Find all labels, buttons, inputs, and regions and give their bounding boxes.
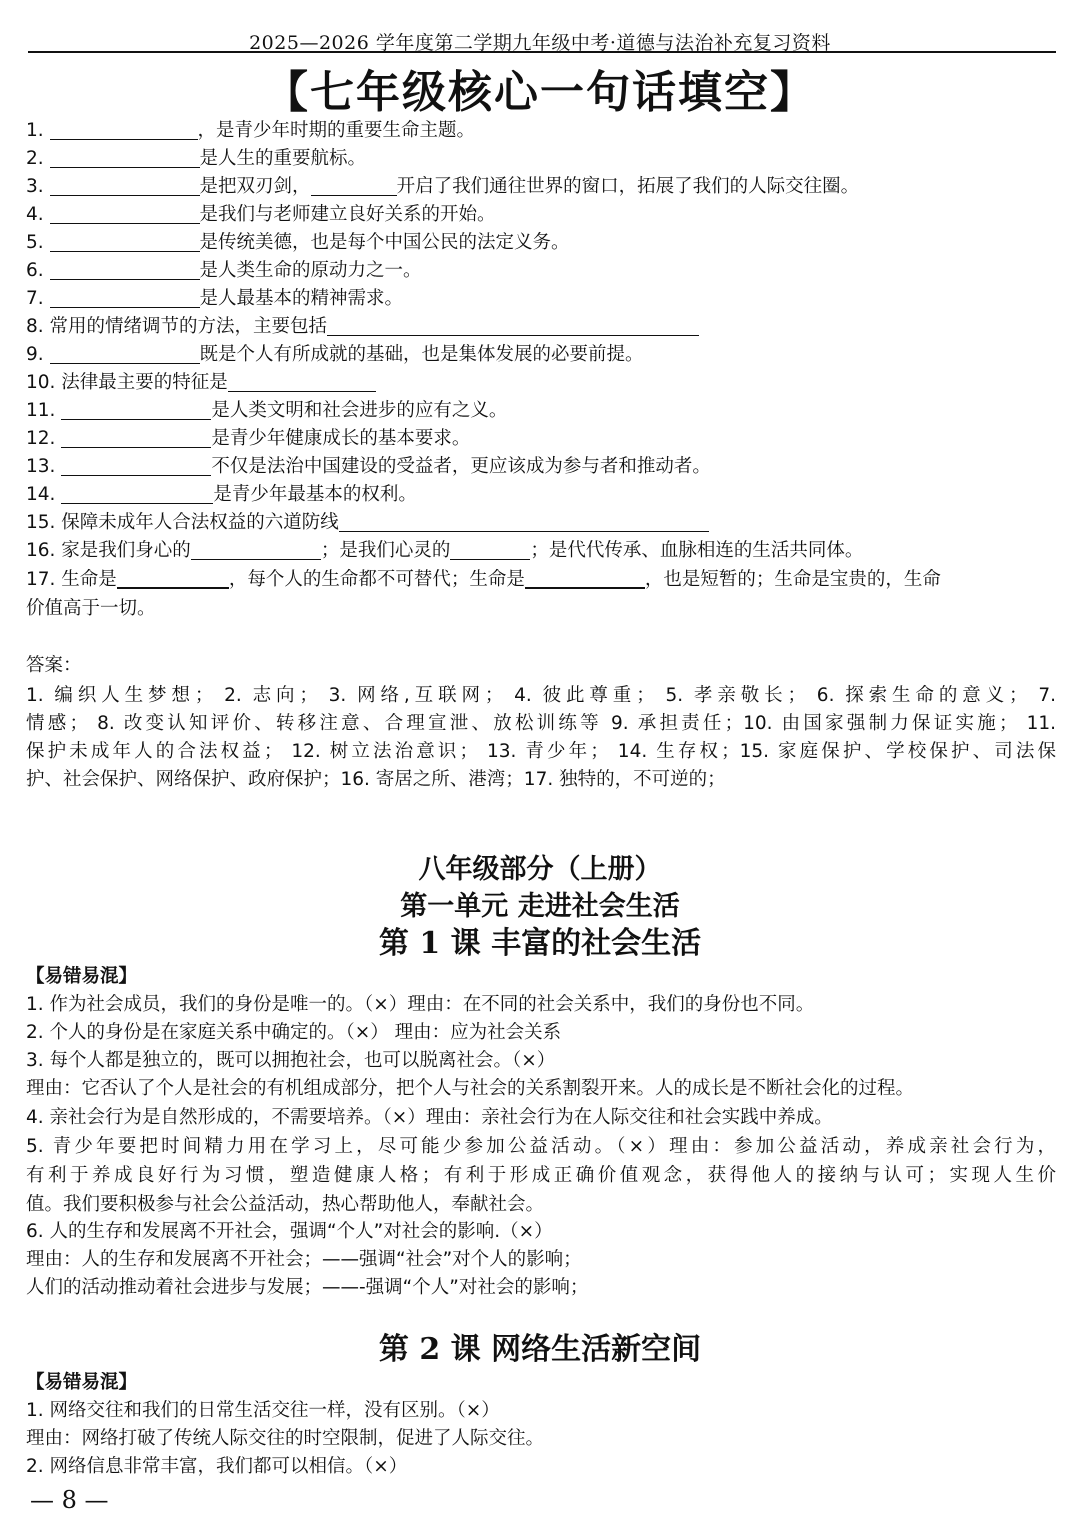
question-text: ，是青少年时期的重要生命主题。 bbox=[197, 120, 476, 141]
list-item: 1. 网络交往和我们的日常生活交往一样，没有区别。（×） bbox=[26, 1400, 500, 1421]
question-text: 是青少年健康成长的基本要求。 bbox=[211, 428, 471, 449]
lesson-2-title: 第 2 课 网络生活新空间 bbox=[378, 1332, 702, 1367]
question-10 bbox=[26, 369, 1056, 397]
question-2 bbox=[26, 145, 1056, 173]
question-4 bbox=[26, 201, 1056, 229]
answers-line: 1. 编织人生梦想； 2. 志向； 3. 网络,互联网； 4. 彼此尊重； 5. 孝亲敬长； 6. 探索生命的意义； 7. bbox=[26, 685, 1056, 706]
list-item: 理由：网络打破了传统人际交往的时空限制，促进了人际交往。 bbox=[26, 1428, 545, 1449]
list-item: 理由：人的生存和发展离不开社会；——强调“社会”对个人的影响； bbox=[26, 1249, 582, 1270]
question-number: 9. bbox=[26, 344, 44, 365]
answer-blank bbox=[117, 567, 229, 589]
unit-title: 第一单元 走进社会生活 bbox=[400, 891, 680, 922]
question-16 bbox=[26, 537, 1056, 565]
question-text: ，也是短暂的；生命是宝贵的，生命 bbox=[644, 569, 941, 590]
question-5 bbox=[26, 229, 1056, 257]
question-7 bbox=[26, 285, 1056, 313]
list-item: 2. 网络信息非常丰富，我们都可以相信。（×） bbox=[26, 1456, 408, 1477]
question-text: ；是我们心灵的 bbox=[320, 540, 451, 561]
answer-blank bbox=[50, 231, 200, 252]
question-number: 12. bbox=[26, 428, 56, 449]
question-text: 是人类生命的原动力之一。 bbox=[199, 260, 422, 281]
answer-blank bbox=[228, 371, 376, 392]
list-item: 2. 个人的身份是在家庭关系中确定的。（×） 理由：应为社会关系 bbox=[26, 1022, 562, 1043]
question-text: 是人最基本的精神需求。 bbox=[199, 288, 404, 309]
list-item: 1. 作为社会成员，我们的身份是唯一的。（×）理由：在不同的社会关系中，我们的身份也不同。 bbox=[26, 994, 815, 1015]
list-item: 值。我们要积极参与社会公益活动，热心帮助他人，奉献社会。 bbox=[26, 1194, 545, 1215]
question-number: 11. bbox=[26, 400, 56, 421]
answer-blank bbox=[50, 203, 200, 224]
question-text: 是我们与老师建立良好关系的开始。 bbox=[199, 204, 496, 225]
question-text: 10. 法律最主要的特征是 bbox=[26, 372, 228, 393]
lesson-1-title: 第 1 课 丰富的社会生活 bbox=[378, 926, 702, 961]
question-text: ；是代代传承、血脉相连的生活共同体。 bbox=[530, 540, 864, 561]
answer-blank bbox=[61, 455, 211, 476]
question-number: 14. bbox=[26, 484, 56, 505]
question-number: 7. bbox=[26, 288, 44, 309]
answers-line: 护、社会保护、网络保护、政府保护；16. 寄居之所、港湾；17. 独特的，不可逆的； bbox=[26, 769, 726, 790]
answers-line: 保护未成年人的合法权益； 12. 树立法治意识； 13. 青少年； 14. 生存权；15. 家庭保护、学校保护、司法保 bbox=[26, 741, 1056, 762]
error-prone-label: 【易错易混】 bbox=[26, 1372, 138, 1393]
question-text: 是人类文明和社会进步的应有之义。 bbox=[211, 400, 508, 421]
question-text: 是人生的重要航标。 bbox=[199, 148, 367, 169]
part-title: 八年级部分（上册） bbox=[418, 854, 662, 885]
question-number: 5. bbox=[26, 232, 44, 253]
question-9 bbox=[26, 341, 1056, 369]
question-text: 是传统美德，也是每个中国公民的法定义务。 bbox=[199, 232, 570, 253]
list-item: 人们的活动推动着社会进步与发展；——-强调“个人”对社会的影响； bbox=[26, 1277, 589, 1298]
main-title: 【七年级核心一句话填空】 bbox=[264, 67, 816, 118]
question-number: 3. bbox=[26, 176, 44, 197]
answer-blank bbox=[327, 315, 699, 336]
answer-blank bbox=[191, 539, 321, 560]
list-item: 5. 青少年要把时间精力用在学习上，尽可能少参加公益活动。（×）理由：参加公益活动，养成亲社会行为， bbox=[26, 1136, 1056, 1157]
answer-blank bbox=[61, 399, 211, 420]
question-number: 2. bbox=[26, 148, 44, 169]
question-11 bbox=[26, 397, 1056, 425]
question-text: 既是个人有所成就的基础，也是集体发展的必要前提。 bbox=[199, 344, 644, 365]
answer-blank bbox=[450, 539, 530, 560]
question-text: 15. 保障未成年人合法权益的六道防线 bbox=[26, 512, 339, 533]
list-item: 理由：它否认了个人是社会的有机组成部分，把个人与社会的关系割裂开来。人的成长是不断社会化的过程。 bbox=[26, 1078, 915, 1099]
question-number: 4. bbox=[26, 204, 44, 225]
question-number: 6. bbox=[26, 260, 44, 281]
list-item: 有利于养成良好行为习惯，塑造健康人格；有利于形成正确价值观念，获得他人的接纳与认可；实现人生价 bbox=[26, 1165, 1056, 1186]
error-prone-label: 【易错易混】 bbox=[26, 966, 138, 987]
question-12 bbox=[26, 425, 1056, 453]
answer-blank bbox=[61, 427, 211, 448]
question-17 bbox=[26, 566, 1056, 594]
question-text: 不仅是法治中国建设的受益者，更应该成为参与者和推动者。 bbox=[211, 456, 711, 477]
question-text: 8. 常用的情绪调节的方法，主要包括 bbox=[26, 316, 328, 337]
question-17-continued: 价值高于一切。 bbox=[26, 598, 156, 619]
answers-label: 答案： bbox=[26, 655, 82, 676]
question-text: 是把双刃剑， bbox=[199, 176, 311, 197]
question-3 bbox=[26, 173, 1056, 201]
question-13 bbox=[26, 453, 1056, 481]
list-item: 3. 每个人都是独立的，既可以拥抱社会，也可以脱离社会。（×） bbox=[26, 1050, 556, 1071]
header-divider bbox=[28, 51, 1056, 53]
header-title: 2025—2026 学年度第二学期九年级中考·道德与法治补充复习资料 bbox=[249, 32, 831, 54]
question-8 bbox=[26, 313, 1056, 341]
answers-line: 情感； 8. 改变认知评价、转移注意、合理宣泄、放松训练等 9. 承担责任；10. 由国家强制力保证实施； 11. bbox=[26, 713, 1056, 734]
answer-blank bbox=[50, 343, 200, 364]
question-1 bbox=[26, 117, 1056, 145]
answer-blank bbox=[311, 175, 397, 196]
answer-blank bbox=[50, 175, 200, 196]
page-number: — 8 — bbox=[30, 1486, 109, 1514]
answer-blank bbox=[50, 147, 200, 168]
question-6 bbox=[26, 257, 1056, 285]
question-text: ，每个人的生命都不可替代；生命是 bbox=[228, 569, 525, 590]
question-text: 16. 家是我们身心的 bbox=[26, 540, 191, 561]
question-number: 1. bbox=[26, 120, 44, 141]
question-15 bbox=[26, 509, 1056, 537]
answer-blank bbox=[50, 287, 200, 308]
answer-blank bbox=[50, 119, 198, 140]
list-item: 4. 亲社会行为是自然形成的，不需要培养。（×）理由：亲社会行为在人际交往和社会实践中养成。 bbox=[26, 1107, 833, 1128]
question-14 bbox=[26, 481, 1056, 509]
question-text: 17. 生命是 bbox=[26, 569, 117, 590]
question-text: 开启了我们通往世界的窗口，拓展了我们的人际交往圈。 bbox=[396, 176, 860, 197]
question-number: 13. bbox=[26, 456, 56, 477]
answer-blank bbox=[50, 259, 200, 280]
answer-blank bbox=[525, 567, 645, 589]
question-text: 是青少年最基本的权利。 bbox=[213, 484, 417, 505]
answer-blank bbox=[61, 483, 213, 504]
answer-blank bbox=[339, 511, 709, 532]
list-item: 6. 人的生存和发展离不开社会，强调“个人”对社会的影响.（×） bbox=[26, 1221, 553, 1242]
